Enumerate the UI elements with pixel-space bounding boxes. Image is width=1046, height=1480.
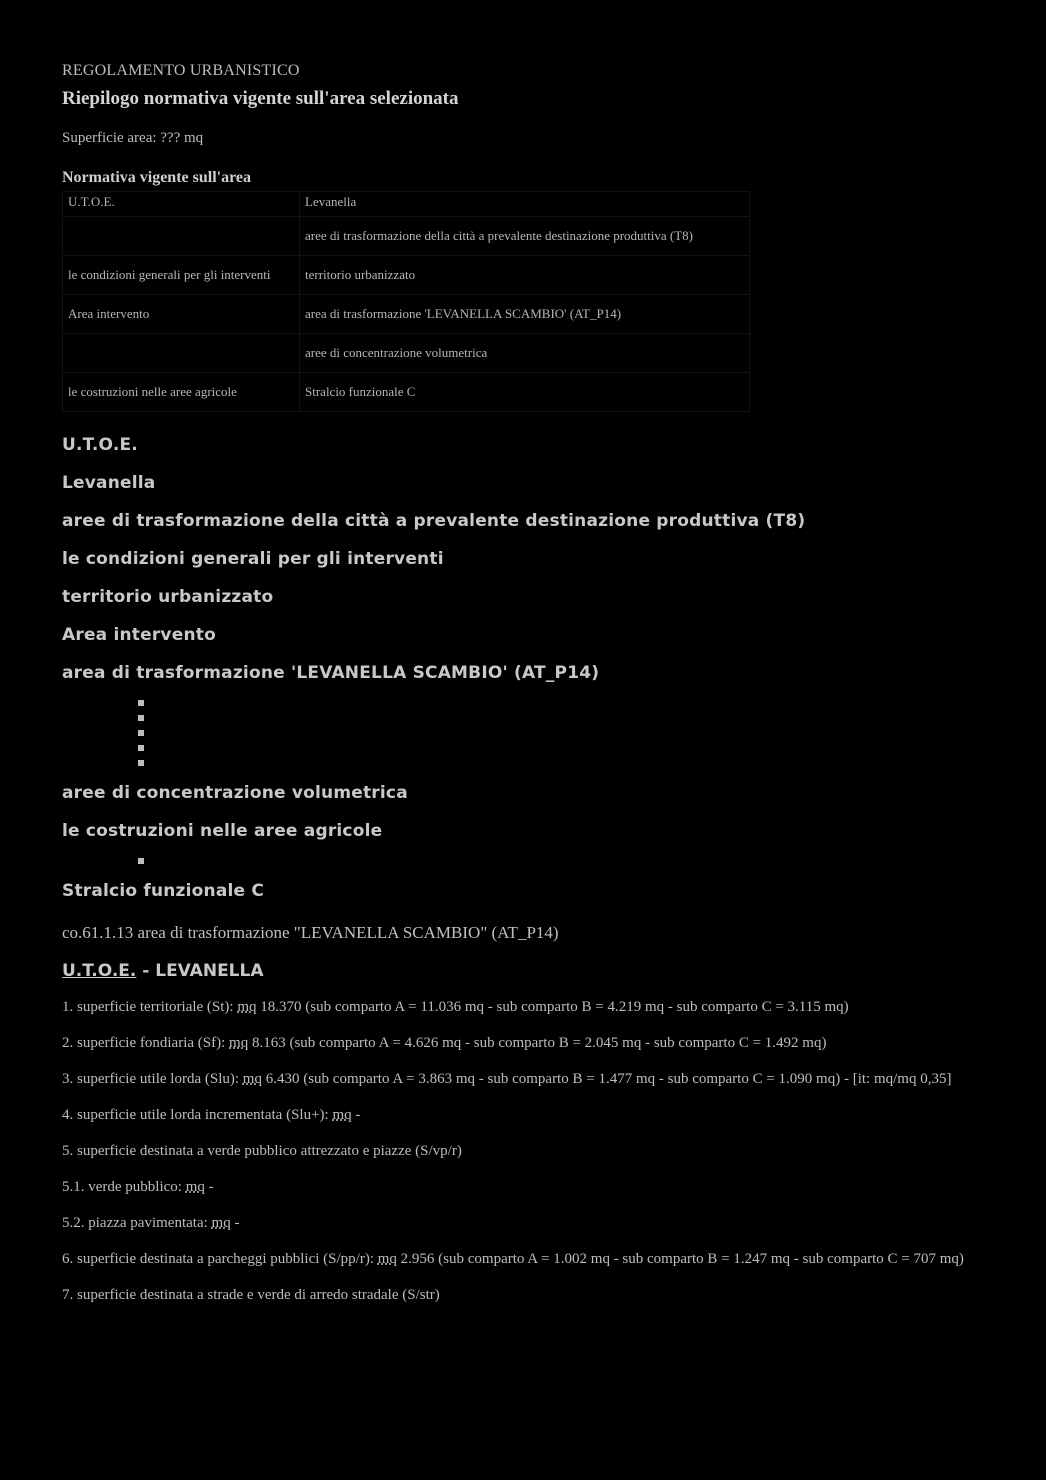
list-item: 4. superficie utile lorda incrementata (Slu+): mq - <box>62 1107 361 1123</box>
norm-table <box>62 191 750 412</box>
list-item: 2. superficie fondiaria (Sf): mq 8.163 (sub comparto A = 4.626 mq - sub comparto B = 2.045 mq - sub comparto C = 1.492 mq) <box>62 1035 827 1051</box>
utoe-heading <box>62 961 992 981</box>
bullet-list <box>62 695 992 770</box>
utoe-abbr: U.T.O.E. <box>62 961 137 981</box>
list-item: 7. superficie destinata a strade e verde di arredo stradale (S/str) <box>62 1287 440 1303</box>
detail-items <box>62 997 992 1305</box>
table-cell: aree di trasformazione della città a prevalente destinazione produttiva (T8) <box>300 217 750 256</box>
section-heading: le condizioni generali per gli interventi <box>62 549 444 569</box>
list-item: 3. superficie utile lorda (Slu): mq 6.430 (sub comparto A = 3.863 mq - sub comparto B = 1.477 mq - sub comparto C = 1.090 mq) - [it: mq/mq 0,35] <box>62 1071 952 1087</box>
list-item: 5. superficie destinata a verde pubblico attrezzato e piazze (S/vp/r) <box>62 1143 462 1159</box>
table-cell: le condizioni generali per gli interventi <box>63 256 300 295</box>
table-cell <box>63 217 300 256</box>
list-item <box>142 740 992 755</box>
page-title: Riepilogo normativa vigente sull'area selezionata <box>62 88 459 109</box>
table-row <box>63 192 750 217</box>
section-heading: aree di concentrazione volumetrica <box>62 783 408 803</box>
document-header-small: REGOLAMENTO URBANISTICO <box>62 62 300 79</box>
utoe-name: - LEVANELLA <box>136 961 264 981</box>
section-heading: le costruzioni nelle aree agricole <box>62 821 383 841</box>
table-row <box>63 334 750 373</box>
table-row <box>63 373 750 412</box>
list-item: 6. superficie destinata a parcheggi pubblici (S/pp/r): mq 2.956 (sub comparto A = 1.002 mq - sub comparto B = 1.247 mq - sub comparto C = 707 mq) <box>62 1251 964 1267</box>
section-heading: aree di trasformazione della città a prevalente destinazione produttiva (T8) <box>62 511 806 531</box>
norm-table-heading: Normativa vigente sull'area <box>62 169 252 186</box>
section-heading: territorio urbanizzato <box>62 587 274 607</box>
table-link[interactable]: area di trasformazione 'LEVANELLA SCAMBIO' (AT_P14) <box>300 295 750 334</box>
section-heading: U.T.O.E. <box>62 435 138 455</box>
bullet-list <box>62 853 992 868</box>
table-row <box>63 256 750 295</box>
table-cell: Levanella <box>300 192 750 217</box>
table-link[interactable]: territorio urbanizzato <box>300 256 750 295</box>
document-page <box>62 62 992 1321</box>
area-surface: Superficie area: ??? mq <box>62 130 204 146</box>
list-item <box>142 710 992 725</box>
section-heading: area di trasformazione 'LEVANELLA SCAMBIO' (AT_P14) <box>62 663 600 683</box>
list-item <box>142 853 992 868</box>
list-item: 1. superficie territoriale (St): mq 18.370 (sub comparto A = 11.036 mq - sub comparto B = 4.219 mq - sub comparto C = 3.115 mq) <box>62 999 849 1015</box>
table-link[interactable]: Area intervento <box>63 295 300 334</box>
table-cell: U.T.O.E. <box>63 192 300 217</box>
list-item <box>142 725 992 740</box>
sections <box>62 436 992 901</box>
list-item <box>142 755 992 770</box>
table-row <box>63 217 750 256</box>
table-cell: le costruzioni nelle aree agricole <box>63 373 300 412</box>
list-item: 5.1. verde pubblico: mq - <box>62 1179 214 1195</box>
detail-heading: co.61.1.13 area di trasformazione "LEVANELLA SCAMBIO" (AT_P14) <box>62 923 559 942</box>
table-link[interactable]: Stralcio funzionale C <box>300 373 750 412</box>
table-row <box>63 295 750 334</box>
list-item <box>142 695 992 710</box>
list-item: 5.2. piazza pavimentata: mq - <box>62 1215 240 1231</box>
section-heading: Levanella <box>62 473 156 493</box>
table-cell: aree di concentrazione volumetrica <box>300 334 750 373</box>
section-heading: Stralcio funzionale C <box>62 881 265 901</box>
section-heading: Area intervento <box>62 625 216 645</box>
table-cell <box>63 334 300 373</box>
